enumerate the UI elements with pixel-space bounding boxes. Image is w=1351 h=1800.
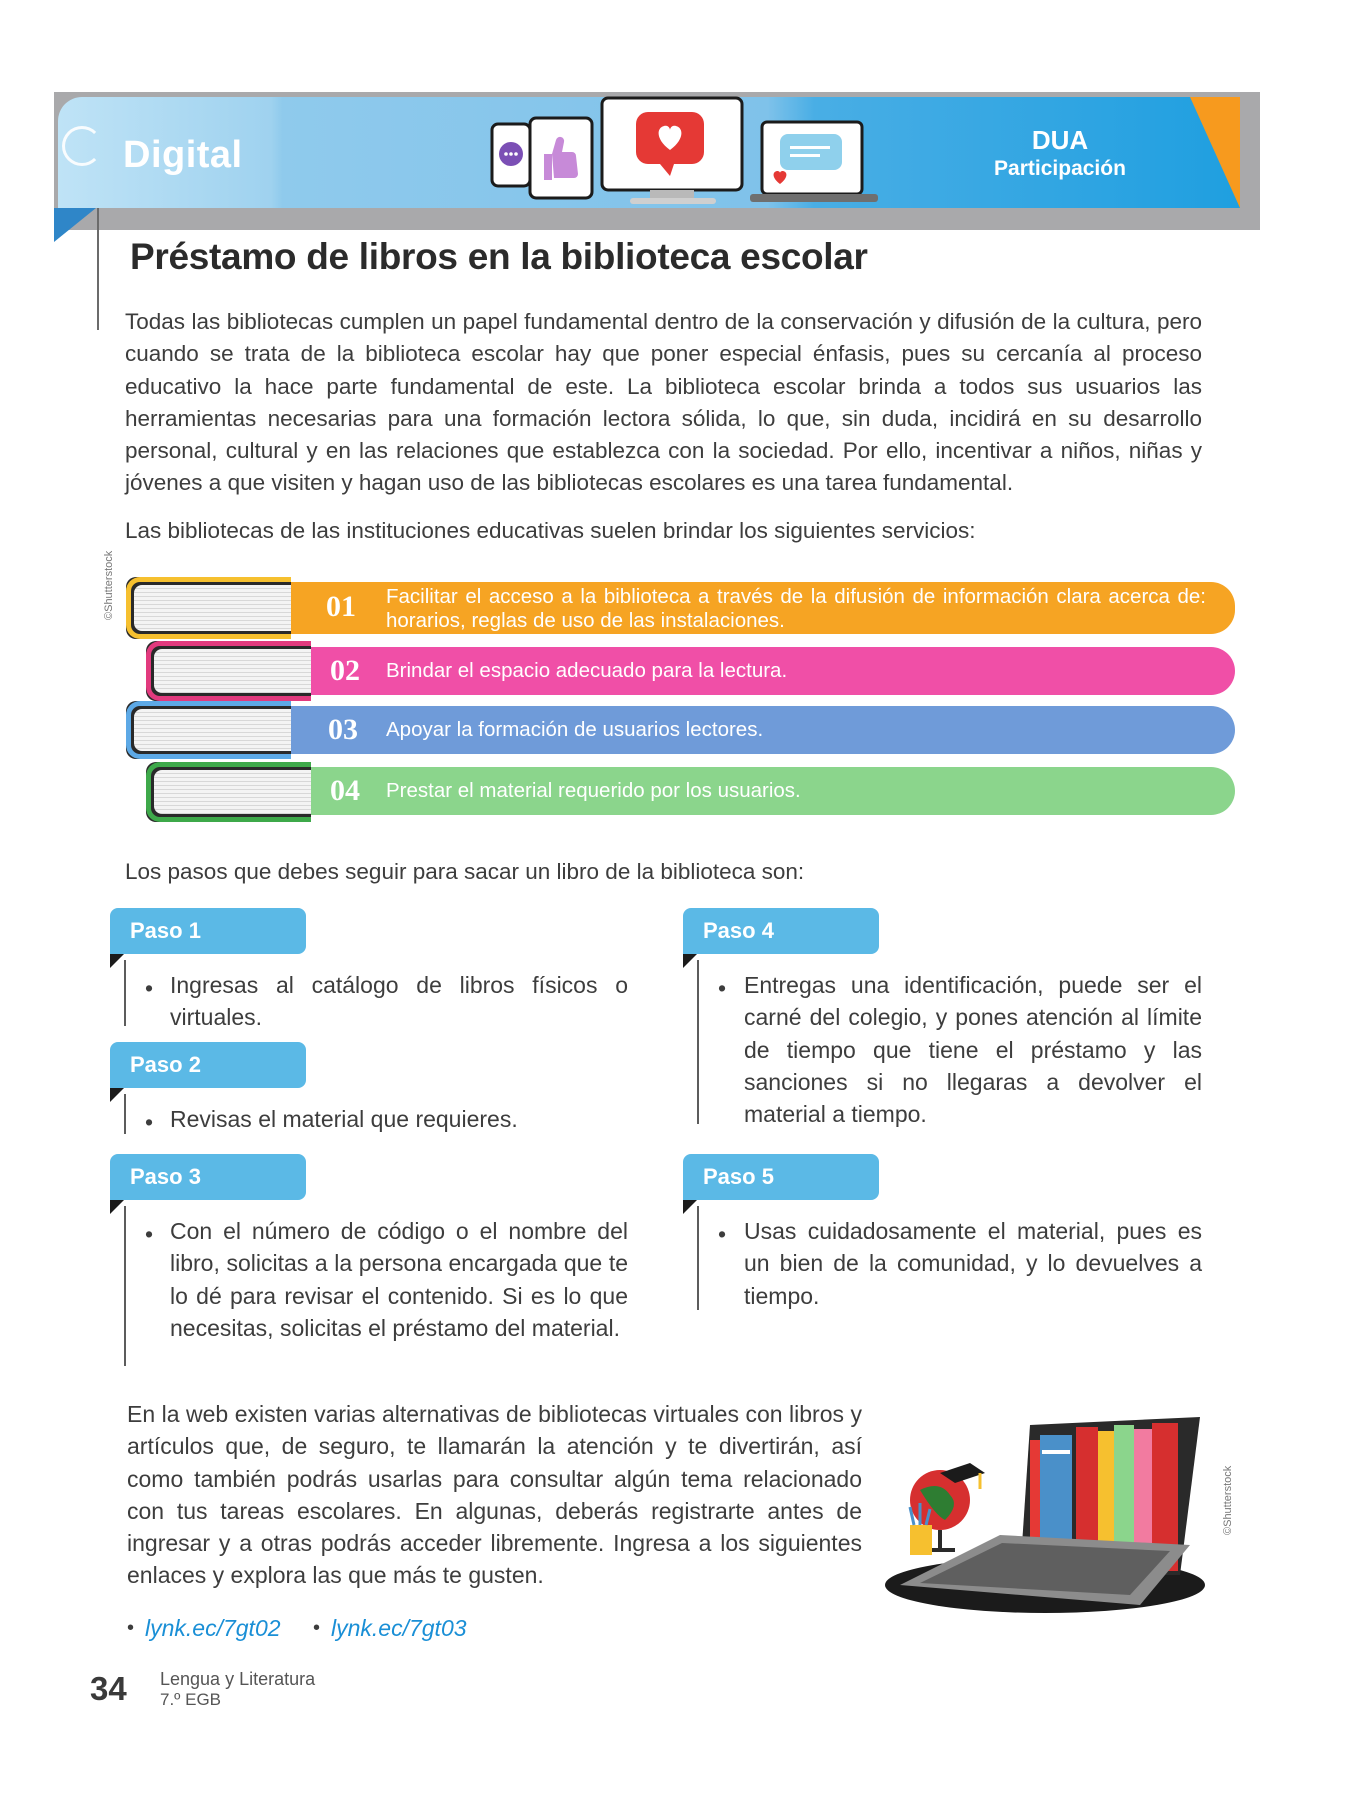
book-icon xyxy=(126,577,291,639)
orange-corner-accent xyxy=(1190,97,1240,208)
page-title: Préstamo de libros en la biblioteca escolar xyxy=(130,236,868,277)
laptop-chat-icon xyxy=(750,122,878,202)
bullet-icon: • xyxy=(718,1221,727,1247)
digital-logo-text: Digital xyxy=(123,134,243,176)
step-tab-tail xyxy=(683,954,697,968)
dua-title: DUA xyxy=(1031,125,1089,155)
page-number: 34 xyxy=(90,1670,127,1707)
footer-grade: 7.º EGB xyxy=(160,1690,222,1709)
book-icon xyxy=(146,641,311,701)
step-line xyxy=(124,960,126,1026)
service-text: Brindar el espacio adecuado para la lectura. xyxy=(386,659,788,682)
left-accent-line xyxy=(97,208,99,330)
steps-intro: Los pasos que debes seguir para sacar un libro de la biblioteca son: xyxy=(125,859,805,884)
step-2-text: Revisas el material que requieres. xyxy=(170,1106,518,1132)
step-line xyxy=(124,1206,126,1366)
step-tab-tail xyxy=(110,1200,124,1214)
step-3-text: Con el número de código o el nombre del libro, solicitas a la persona encargada que te lo dé para revisar el contenido. Si es lo que necesitas, solicitas el préstamo del material. xyxy=(170,1218,628,1341)
social-media-devices-illustration xyxy=(480,94,890,214)
step-line xyxy=(124,1094,126,1134)
footer-subject: Lengua y Literatura xyxy=(160,1669,316,1689)
step-line xyxy=(697,960,699,1124)
service-item xyxy=(270,582,1235,634)
digital-logo-icon xyxy=(62,126,102,166)
step-line xyxy=(697,1206,699,1310)
service-item xyxy=(270,706,1235,754)
step-4-tab: Paso 4 xyxy=(683,908,879,954)
left-accent-triangle xyxy=(54,208,96,242)
step-1-tab: Paso 1 xyxy=(110,908,306,954)
bullet-icon: • xyxy=(145,1221,154,1247)
step-2-tab: Paso 2 xyxy=(110,1042,306,1088)
intro-paragraph: Todas las bibliotecas cumplen un papel fundamental dentro de la conservación y difusión de la cultura, pero cuando se trata de la biblioteca escolar hay que poner especial énfasis, pues su cercanía al proceso educativo la hace parte fundamental de este. La biblioteca escolar brinda a todos sus usuarios las herramientas necesarias para una formación lectora sólida, lo que, sin duda, incidirá en su desarrollo personal, cultural y en las relaciones que establezca con la sociedad. Por ello, incentivar a niños, niñas y jóvenes a que visiten y hagan uso de las bibliotecas escolares es una tarea fundamental. xyxy=(125,309,1202,496)
web-paragraph: En la web existen varias alternativas de bibliotecas virtuales con libros y artículos que, de seguro, te llamarán la atención y te divertirán, así como también podrás usarlas para consultar algún tema relacionado con tus tareas escolares. En algunas, deberás registrarte antes de ingresar y a otras podrás acceder libremente. Ingresa a los siguientes enlaces y explora las que más te gusten. xyxy=(127,1401,862,1589)
step-5-text: Usas cuidadosamente el material, pues es un bien de la comunidad, y lo devuelves a tiempo. xyxy=(744,1218,1202,1309)
services-intro: Las bibliotecas de las instituciones educativas suelen brindar los siguientes servicios: xyxy=(125,518,976,543)
step-3-tab: Paso 3 xyxy=(110,1154,306,1200)
service-item xyxy=(290,647,1235,695)
service-number: 02 xyxy=(330,654,360,687)
bullet-icon: • xyxy=(145,975,154,1001)
service-number: 03 xyxy=(328,713,358,746)
book-icon xyxy=(146,762,311,822)
link-1[interactable]: lynk.ec/7gt02 xyxy=(145,1615,281,1641)
book-icon xyxy=(126,701,291,759)
step-4-text: Entregas una identificación, puede ser el carné del colegio, y pones atención al límite de tiempo que tiene el préstamo y las sanciones si no llegaras a devolver el material a tiempo. xyxy=(744,972,1202,1128)
step-5-tab: Paso 5 xyxy=(683,1154,879,1200)
service-number: 01 xyxy=(326,590,356,623)
bullet-icon: • xyxy=(313,1617,321,1639)
bullet-icon: • xyxy=(718,975,727,1001)
tablet-like-icon xyxy=(530,118,592,198)
service-item xyxy=(290,767,1235,815)
bullet-icon: • xyxy=(127,1617,135,1639)
service-text: Facilitar el acceso a la biblioteca a través de la difusión de información clara acerca de: horarios, reglas de uso de las instalaciones. xyxy=(386,585,1206,632)
service-text: Apoyar la formación de usuarios lectores. xyxy=(386,718,764,741)
image-credit: ©Shutterstock xyxy=(1222,1465,1234,1535)
step-tab-tail xyxy=(110,954,124,968)
step-tab-tail xyxy=(683,1200,697,1214)
bullet-icon: • xyxy=(145,1109,154,1135)
phone-icon xyxy=(492,124,530,186)
step-tab-tail xyxy=(110,1088,124,1102)
step-1-text: Ingresas al catálogo de libros físicos o virtuales. xyxy=(170,972,628,1031)
dua-subtitle: Participación xyxy=(994,157,1126,180)
laptop-books-illustration xyxy=(880,1405,1210,1620)
link-2[interactable]: lynk.ec/7gt03 xyxy=(331,1615,467,1641)
service-text: Prestar el material requerido por los usuarios. xyxy=(386,779,801,802)
service-number: 04 xyxy=(330,774,360,807)
monitor-heart-icon xyxy=(602,98,742,204)
image-credit: ©Shutterstock xyxy=(103,550,115,620)
